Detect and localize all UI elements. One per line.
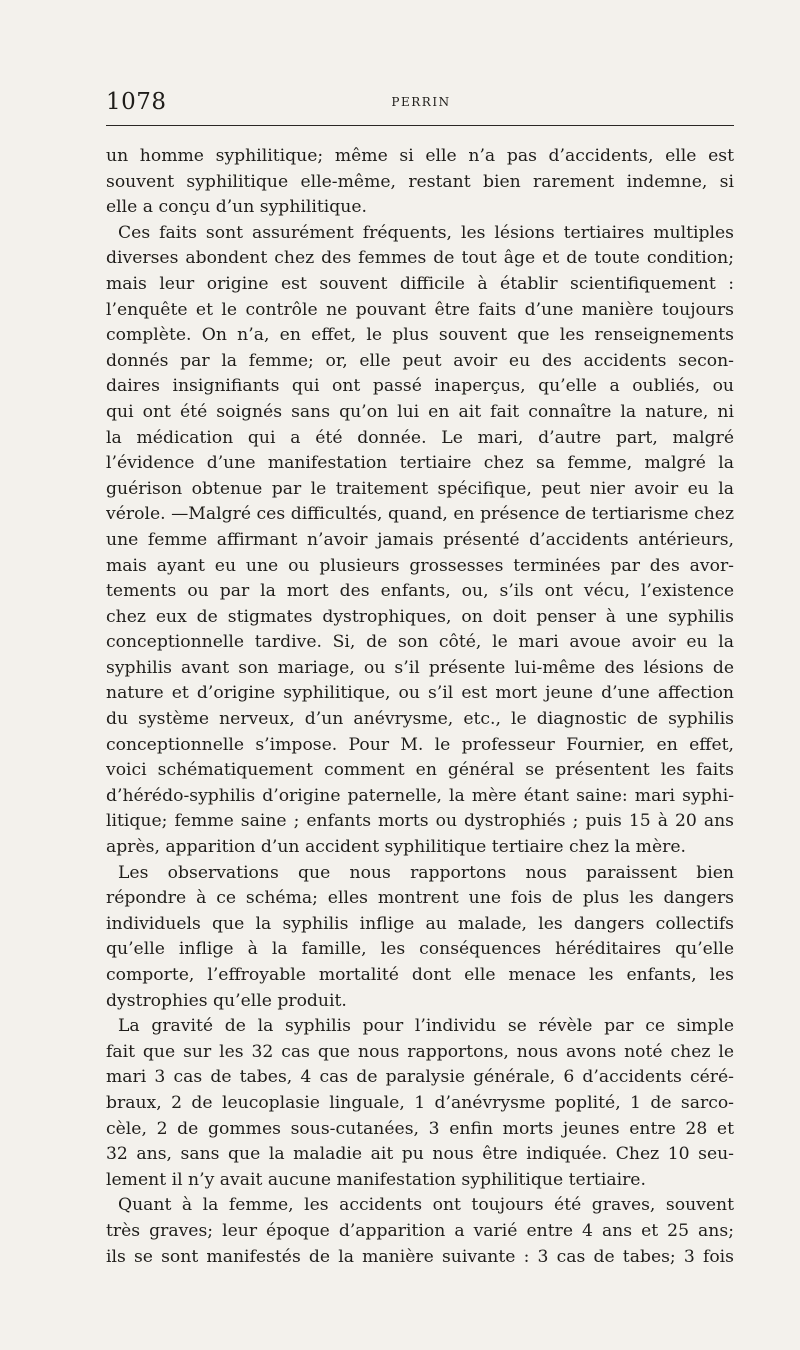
text-line: répondre à ce schéma; elles montrent une fois de plus les dangers [106,888,734,909]
text-line: vérole. —Malgré ces difficultés, quand, en présence de tertiarisme chez [106,504,734,525]
text-line: mais ayant eu une ou plusieurs grossesses terminées par des avor- [106,555,734,576]
paragraph [106,1193,734,1270]
text-line: ils se sont manifestés de la manière suivante : 3 cas de tabes; 3 fois [106,1246,734,1267]
text-line: litique; femme saine ; enfants morts ou dystrophiés ; puis 15 à 20 ans [106,811,734,832]
header-rule [106,125,734,126]
text-line: lement il n’y avait aucune manifestation syphilitique tertiaire. [106,1169,646,1190]
text-line: dystrophies qu’elle produit. [106,990,347,1011]
text-line: Quant à la femme, les accidents ont toujours été graves, souvent [118,1195,734,1216]
text-line: un homme syphilitique; même si elle n’a pas d’accidents, elle est [106,146,734,166]
text-line: souvent syphilitique elle-même, restant bien rarement indemne, si [106,171,734,192]
text-line: d’hérédo-syphilis d’origine paternelle, la mère étant saine: mari syphi- [106,785,734,806]
text-line: qu’elle inflige à la famille, les conséquences héréditaires qu’elle [106,939,734,960]
running-title: PERRIN [391,95,451,109]
text-line: après, apparition d’un accident syphilitique tertiaire chez la mère. [106,837,686,858]
text-line: complète. On n’a, en effet, le plus souvent que les renseignements [106,325,734,346]
text-line: nature et d’origine syphilitique, ou s’il est mort jeune d’une affection [106,683,734,704]
paragraph [106,144,734,221]
body-text [106,144,734,1270]
text-line: Les observations que nous rapportons nous paraissent bien [118,862,734,883]
text-line: 32 ans, sans que la maladie ait pu nous être indiquée. Chez 10 seu- [106,1144,734,1165]
text-line: très graves; leur époque d’apparition a varié entre 4 ans et 25 ans; [106,1220,734,1241]
text-line: une femme affirmant n’avoir jamais présenté d’accidents antérieurs, [106,529,734,550]
running-header [106,88,736,118]
text-line: braux, 2 de leucoplasie linguale, 1 d’anévrysme poplité, 1 de sarco- [106,1092,734,1113]
text-line: cèle, 2 de gommes sous-cutanées, 3 enfin morts jeunes entre 28 et [106,1118,734,1139]
text-line: La gravité de la syphilis pour l’individu se révèle par ce simple [118,1016,734,1037]
text-line: donnés par la femme; or, elle peut avoir eu des accidents secon- [106,350,734,371]
text-line: qui ont été soignés sans qu’on lui en ait fait connaître la nature, ni [106,401,734,422]
text-line: la médication qui a été donnée. Le mari, d’autre part, malgré [106,427,734,448]
text-line: guérison obtenue par le traitement spécifique, peut nier avoir eu la [106,478,734,499]
paragraph [106,221,734,861]
text-line: diverses abondent chez des femmes de tout âge et de toute condition; [106,248,734,269]
text-line: syphilis avant son mariage, ou s’il présente lui-même des lésions de [106,657,734,678]
text-line: mari 3 cas de tabes, 4 cas de paralysie générale, 6 d’accidents céré- [106,1067,734,1088]
text-line: conceptionnelle tardive. Si, de son côté, le mari avoue avoir eu la [106,632,734,653]
text-line: elle a conçu d’un syphilitique. [106,197,367,218]
text-line: du système nerveux, d’un anévrysme, etc., le diagnostic de syphilis [106,709,734,730]
page-number: 1078 [106,89,167,115]
text-line: tements ou par la mort des enfants, ou, s’ils ont vécu, l’existence [106,581,734,602]
text-line: fait que sur les 32 cas que nous rapportons, nous avons noté chez le [106,1041,734,1062]
paragraph [106,861,734,1015]
text-line: chez eux de stigmates dystrophiques, on doit penser à une syphilis [106,606,734,627]
text-line: l’enquête et le contrôle ne pouvant être faits d’une manière toujours [106,299,734,320]
text-line: individuels que la syphilis inflige au malade, les dangers collectifs [106,913,734,934]
text-line: comporte, l’effroyable mortalité dont elle menace les enfants, les [106,965,734,985]
text-line: Ces faits sont assurément fréquents, les lésions tertiaires multiples [118,222,734,243]
text-line: voici schématiquement comment en général se présentent les faits [106,760,734,781]
text-line: conceptionnelle s’impose. Pour M. le professeur Fournier, en effet, [106,734,734,755]
text-line: mais leur origine est souvent difficile à établir scientifiquement : [106,273,734,294]
paragraph [106,1014,734,1193]
text-line: daires insignifiants qui ont passé inaperçus, qu’elle a oubliés, ou [106,376,734,397]
text-line: l’évidence d’une manifestation tertiaire chez sa femme, malgré la [106,453,734,474]
